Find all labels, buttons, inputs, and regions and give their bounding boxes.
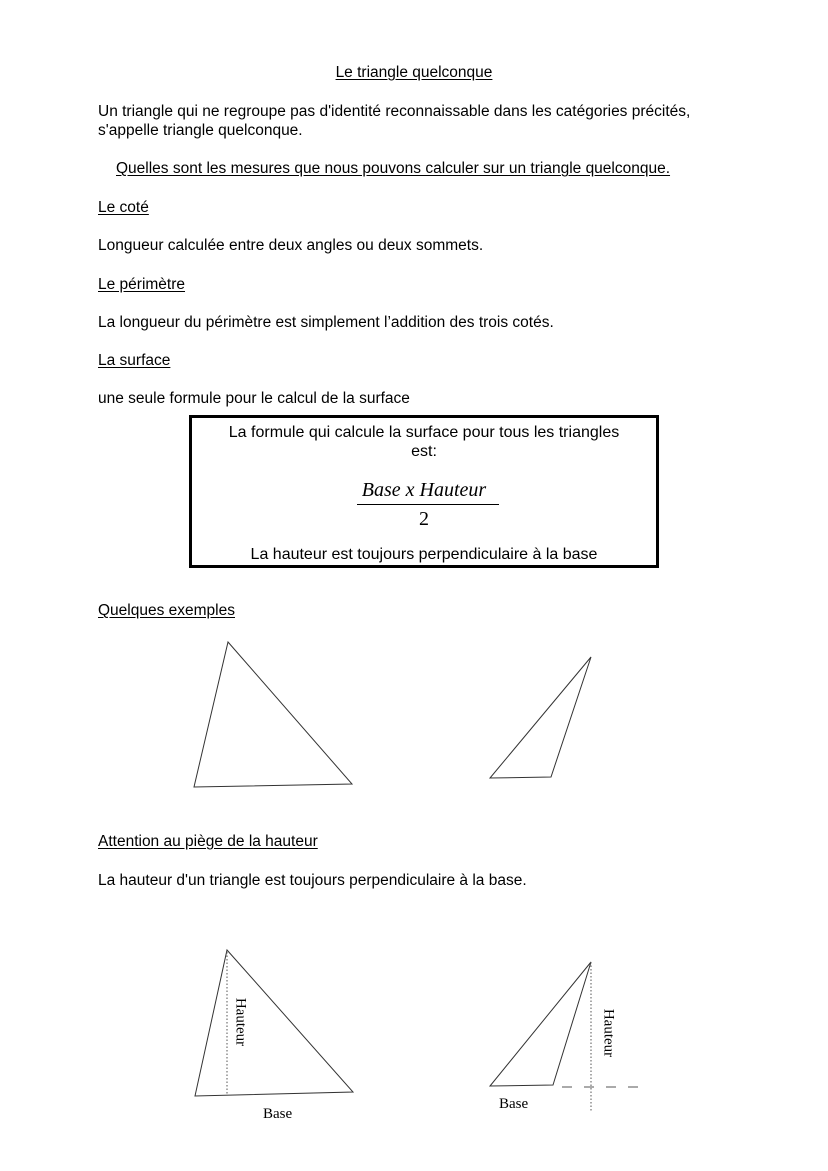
section-heading-cote: Le coté: [98, 199, 149, 216]
formula-intro-line1: La formule qui calcule la surface pour tous les triangles: [228, 424, 620, 441]
examples-heading: Quelques exemples: [98, 602, 235, 619]
section-heading-surface: La surface: [98, 352, 171, 369]
page-title: Le triangle quelconque: [335, 64, 493, 81]
section-text-cote: Longueur calculée entre deux angles ou deux sommets.: [98, 237, 484, 254]
section-heading-perimetre: Le périmètre: [98, 276, 186, 293]
trap-heading: Attention au piège de la hauteur: [98, 833, 318, 850]
formula-numerator: Base x Hauteur: [361, 479, 487, 501]
example-triangle-left: [194, 642, 352, 787]
section-text-perimetre: La longueur du périmètre est simplement l’addition des trois cotés.: [98, 314, 554, 331]
height-label-left: Hauteur: [232, 997, 249, 1047]
trap-triangle-left: [195, 950, 353, 1096]
trap-text: La hauteur d'un triangle est toujours perpendiculaire à la base.: [98, 872, 527, 889]
formula-denominator: 2: [419, 508, 429, 530]
example-triangle-right: [490, 657, 591, 778]
base-label-right: Base: [499, 1096, 529, 1112]
formula-note: La hauteur est toujours perpendiculaire à la base: [250, 546, 598, 563]
height-label-right: Hauteur: [600, 1008, 617, 1058]
question-heading: Quelles sont les mesures que nous pouvons calculer sur un triangle quelconque.: [116, 160, 671, 177]
base-label-left: Base: [263, 1106, 293, 1122]
trap-triangle-right: [490, 962, 591, 1086]
intro-paragraph: Un triangle qui ne regroupe pas d'identité reconnaissable dans les catégories précités, s'appelle triangle quelconque.: [98, 103, 691, 139]
formula-intro-line2: est:: [411, 443, 437, 460]
section-text-surface: une seule formule pour le calcul de la surface: [98, 390, 410, 407]
